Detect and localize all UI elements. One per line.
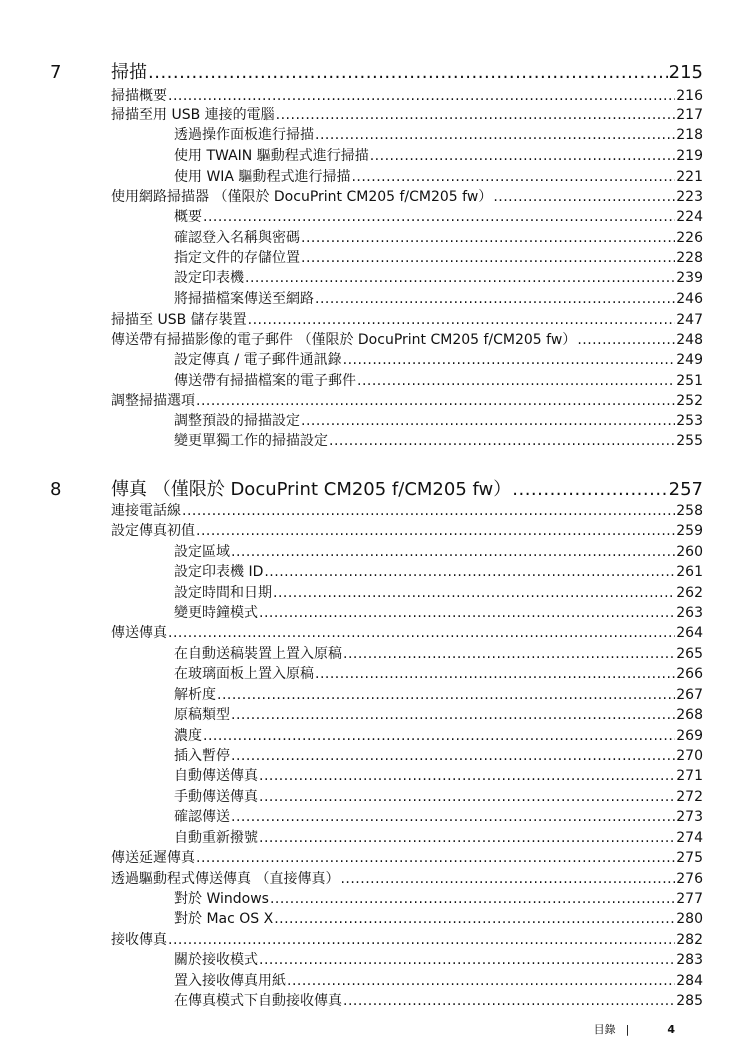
toc-entry-title: 調整預設的掃描設定 bbox=[174, 413, 300, 429]
toc-entry-title: 使用 TWAIN 驅動程式進行掃描 bbox=[174, 148, 369, 164]
toc-entry bbox=[111, 331, 703, 349]
toc-entry-page: 228 bbox=[676, 250, 703, 266]
toc-entry-page: 239 bbox=[676, 270, 703, 286]
toc-entry-page: 275 bbox=[676, 850, 703, 866]
toc-entry bbox=[174, 563, 703, 581]
dot-leader bbox=[370, 147, 676, 165]
toc-entry bbox=[174, 249, 703, 267]
dot-leader bbox=[196, 392, 675, 410]
dot-leader bbox=[168, 87, 675, 105]
toc-entry bbox=[111, 392, 703, 410]
dot-leader bbox=[259, 829, 675, 847]
dot-leader bbox=[301, 249, 675, 267]
dot-leader bbox=[301, 412, 675, 430]
dot-leader bbox=[259, 767, 675, 785]
dot-leader bbox=[343, 645, 675, 663]
toc-entry-page: 218 bbox=[676, 127, 703, 143]
toc-entry bbox=[174, 727, 703, 745]
toc-entry-page: 255 bbox=[676, 433, 703, 449]
toc-entry-title: 確認登入名稱與密碼 bbox=[174, 230, 300, 246]
chapter-title: 傳真 （僅限於 DocuPrint CM205 f/CM205 fw） bbox=[111, 479, 512, 500]
toc-entry-page: 226 bbox=[676, 230, 703, 246]
toc-entry-page: 252 bbox=[676, 393, 703, 409]
toc-entry-page: 246 bbox=[676, 291, 703, 307]
dot-leader bbox=[315, 126, 675, 144]
toc-entry-title: 插入暫停 bbox=[174, 748, 230, 764]
toc-entry bbox=[174, 686, 703, 704]
toc-entry-title: 濃度 bbox=[174, 728, 202, 744]
toc-entry bbox=[174, 412, 703, 430]
dot-leader bbox=[231, 747, 675, 765]
chapter-number: 8 bbox=[50, 479, 62, 500]
toc-entry bbox=[174, 665, 703, 683]
toc-entry-title: 使用 WIA 驅動程式進行掃描 bbox=[174, 169, 351, 185]
chapter-heading bbox=[0, 60, 753, 86]
toc-entry bbox=[174, 584, 703, 602]
toc-entry bbox=[174, 972, 703, 990]
toc-entry bbox=[111, 502, 703, 520]
dot-leader bbox=[259, 604, 675, 622]
toc-entry-page: 248 bbox=[676, 332, 703, 348]
toc-entry-title: 對於 Windows bbox=[174, 891, 269, 907]
dot-leader bbox=[276, 106, 676, 124]
toc-entry-page: 273 bbox=[676, 809, 703, 825]
toc-entry bbox=[111, 870, 703, 888]
chapter-page: 215 bbox=[668, 62, 703, 83]
dot-leader bbox=[264, 563, 675, 581]
toc-entry-page: 284 bbox=[676, 973, 703, 989]
toc-entry bbox=[174, 706, 703, 724]
toc-entry-page: 268 bbox=[676, 707, 703, 723]
toc-entry bbox=[174, 788, 703, 806]
toc-entry-page: 216 bbox=[676, 88, 703, 104]
dot-leader bbox=[340, 870, 675, 888]
toc-entry-title: 確認傳送 bbox=[174, 809, 230, 825]
toc-entry-page: 269 bbox=[676, 728, 703, 744]
chapter-page: 257 bbox=[668, 479, 703, 500]
dot-leader bbox=[351, 168, 675, 186]
toc-entry-title: 接收傳真 bbox=[111, 932, 167, 948]
dot-leader bbox=[357, 372, 675, 390]
toc-entry-page: 266 bbox=[676, 666, 703, 682]
toc-entry-page: 258 bbox=[676, 503, 703, 519]
toc-entry-page: 271 bbox=[676, 768, 703, 784]
dot-leader bbox=[273, 584, 675, 602]
toc-entry-title: 傳送帶有掃描影像的電子郵件 （僅限於 DocuPrint CM205 f/CM205 fw） bbox=[111, 332, 577, 348]
toc-entry-page: 265 bbox=[676, 646, 703, 662]
dot-leader bbox=[168, 931, 675, 949]
toc-entry-title: 設定印表機 bbox=[174, 270, 244, 286]
toc-entry-page: 264 bbox=[676, 625, 703, 641]
toc-entry-page: 217 bbox=[676, 107, 703, 123]
toc-entry-page: 251 bbox=[676, 373, 703, 389]
toc-entry-title: 連接電話線 bbox=[111, 503, 181, 519]
dot-leader bbox=[343, 351, 676, 369]
toc-entry bbox=[174, 432, 703, 450]
dot-leader bbox=[577, 331, 675, 349]
toc-entry-title: 傳送帶有掃描檔案的電子郵件 bbox=[174, 373, 356, 389]
toc-entry-title: 掃描至用 USB 連接的電腦 bbox=[111, 107, 275, 123]
toc-entry bbox=[174, 604, 703, 622]
footer-page-number: 4 bbox=[667, 1023, 675, 1036]
toc-entry-page: 272 bbox=[676, 789, 703, 805]
toc-entry bbox=[174, 290, 703, 308]
toc-entry-page: 280 bbox=[676, 911, 703, 927]
toc-entry-page: 277 bbox=[676, 891, 703, 907]
toc-entry-page: 224 bbox=[676, 209, 703, 225]
toc-entry-page: 262 bbox=[676, 585, 703, 601]
toc-entry-page: 270 bbox=[676, 748, 703, 764]
toc-entry-title: 在玻璃面板上置入原稿 bbox=[174, 666, 314, 682]
toc-entry bbox=[111, 311, 703, 329]
toc-entry-title: 自動重新撥號 bbox=[174, 830, 258, 846]
chapter-title: 掃描 bbox=[111, 62, 147, 83]
footer-label: 目錄 bbox=[593, 1023, 616, 1036]
toc-entry bbox=[174, 808, 703, 826]
footer-separator: | bbox=[625, 1023, 630, 1036]
page-footer bbox=[594, 1022, 675, 1038]
toc-entry-title: 在傳真模式下自動接收傳真 bbox=[174, 993, 342, 1009]
dot-leader bbox=[245, 269, 675, 287]
toc-entry-title: 關於接收模式 bbox=[174, 952, 258, 968]
dot-leader bbox=[203, 208, 675, 226]
toc-entry-page: 263 bbox=[676, 605, 703, 621]
toc-entry-title: 將掃描檔案傳送至網路 bbox=[174, 291, 314, 307]
dot-leader bbox=[231, 706, 675, 724]
toc-entry bbox=[174, 747, 703, 765]
toc-entry bbox=[174, 951, 703, 969]
toc-entry-title: 設定傳真初值 bbox=[111, 523, 195, 539]
dot-leader bbox=[231, 808, 675, 826]
toc-entry-title: 掃描至 USB 儲存裝置 bbox=[111, 312, 247, 328]
toc-entry-title: 解析度 bbox=[174, 687, 216, 703]
toc-entry bbox=[174, 269, 703, 287]
chapter-heading bbox=[0, 477, 753, 503]
toc-entry-page: 221 bbox=[676, 169, 703, 185]
toc-entry bbox=[174, 126, 703, 144]
dot-leader bbox=[203, 727, 675, 745]
dot-leader bbox=[148, 60, 668, 86]
toc-entry-page: 276 bbox=[676, 871, 703, 887]
toc-entry bbox=[111, 188, 703, 206]
toc-entry-title: 設定傳真 / 電子郵件通訊錄 bbox=[174, 352, 342, 368]
dot-leader bbox=[329, 432, 675, 450]
dot-leader bbox=[196, 849, 675, 867]
toc-entry-title: 自動傳送傳真 bbox=[174, 768, 258, 784]
toc-entry bbox=[111, 931, 703, 949]
toc-entry-title: 設定區域 bbox=[174, 544, 230, 560]
dot-leader bbox=[196, 522, 675, 540]
toc-entry-title: 在自動送稿裝置上置入原稿 bbox=[174, 646, 342, 662]
toc-entry-title: 調整掃描選項 bbox=[111, 393, 195, 409]
toc-entry bbox=[174, 543, 703, 561]
toc-entry-title: 掃描概要 bbox=[111, 88, 167, 104]
dot-leader bbox=[343, 992, 675, 1010]
toc-entry-title: 對於 Mac OS X bbox=[174, 911, 274, 927]
toc-entry-page: 259 bbox=[676, 523, 703, 539]
toc-entry-page: 283 bbox=[676, 952, 703, 968]
toc-entry-title: 傳送延遲傳真 bbox=[111, 850, 195, 866]
toc-entry-title: 指定文件的存儲位置 bbox=[174, 250, 300, 266]
toc-entry-page: 282 bbox=[676, 932, 703, 948]
toc-entry-page: 267 bbox=[676, 687, 703, 703]
toc-entry bbox=[174, 992, 703, 1010]
toc-entry-page: 223 bbox=[676, 189, 703, 205]
dot-leader bbox=[217, 686, 675, 704]
dot-leader bbox=[259, 951, 675, 969]
dot-leader bbox=[493, 188, 675, 206]
toc-entry bbox=[174, 829, 703, 847]
toc-entry-title: 透過驅動程式傳送傳真 （直接傳真） bbox=[111, 871, 340, 887]
toc-entry bbox=[174, 208, 703, 226]
toc-entry-title: 概要 bbox=[174, 209, 202, 225]
dot-leader bbox=[182, 502, 675, 520]
dot-leader bbox=[168, 624, 675, 642]
toc-entry bbox=[111, 106, 703, 124]
toc-entry-title: 透過操作面板進行掃描 bbox=[174, 127, 314, 143]
dot-leader bbox=[231, 543, 675, 561]
toc-entry-page: 285 bbox=[676, 993, 703, 1009]
toc-entry bbox=[174, 910, 703, 928]
toc-entry-title: 使用網路掃描器 （僅限於 DocuPrint CM205 f/CM205 fw） bbox=[111, 189, 493, 205]
toc-entry bbox=[111, 87, 703, 105]
toc-entry-page: 261 bbox=[676, 564, 703, 580]
toc-entry-page: 274 bbox=[676, 830, 703, 846]
toc-entry-title: 變更時鐘模式 bbox=[174, 605, 258, 621]
toc-entry bbox=[174, 890, 703, 908]
toc-entry-title: 原稿類型 bbox=[174, 707, 230, 723]
toc-entry bbox=[174, 351, 703, 369]
toc-entry-page: 253 bbox=[676, 413, 703, 429]
dot-leader bbox=[315, 665, 675, 683]
toc-entry bbox=[111, 522, 703, 540]
toc-entry bbox=[174, 372, 703, 390]
toc-entry-title: 設定時間和日期 bbox=[174, 585, 272, 601]
dot-leader bbox=[315, 290, 675, 308]
toc-entry bbox=[111, 849, 703, 867]
toc-entry-page: 219 bbox=[676, 148, 703, 164]
toc-entry bbox=[174, 645, 703, 663]
dot-leader bbox=[274, 910, 675, 928]
dot-leader bbox=[512, 477, 667, 503]
toc-entry bbox=[174, 767, 703, 785]
dot-leader bbox=[259, 788, 675, 806]
dot-leader bbox=[248, 311, 676, 329]
dot-leader bbox=[301, 229, 675, 247]
toc-entry-page: 249 bbox=[676, 352, 703, 368]
dot-leader bbox=[270, 890, 675, 908]
toc-entry-page: 260 bbox=[676, 544, 703, 560]
toc-entry-title: 設定印表機 ID bbox=[174, 564, 264, 580]
dot-leader bbox=[287, 972, 675, 990]
toc-entry-title: 變更單獨工作的掃描設定 bbox=[174, 433, 328, 449]
chapter-number: 7 bbox=[50, 62, 62, 83]
toc-entry bbox=[111, 624, 703, 642]
toc-entry-title: 手動傳送傳真 bbox=[174, 789, 258, 805]
toc-entry-title: 置入接收傳真用紙 bbox=[174, 973, 286, 989]
toc-entry bbox=[174, 229, 703, 247]
toc-entry bbox=[174, 168, 703, 186]
toc-entry-title: 傳送傳真 bbox=[111, 625, 167, 641]
toc-entry bbox=[174, 147, 703, 165]
toc-entry-page: 247 bbox=[676, 312, 703, 328]
